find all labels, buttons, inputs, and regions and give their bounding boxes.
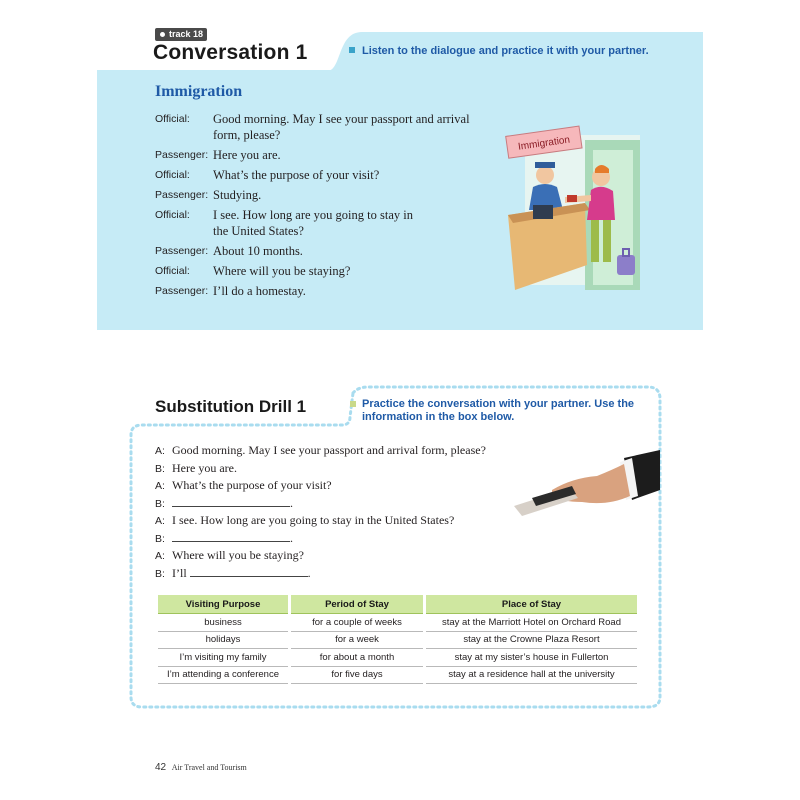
speaker: Passenger: (155, 149, 209, 161)
section-title: Immigration (155, 83, 243, 100)
immigration-illustration (505, 115, 645, 305)
dialogue-line (155, 243, 495, 259)
line-text: Where will you be staying? (172, 548, 304, 562)
table-cell: for about a month (291, 649, 423, 667)
table-cell: for a week (291, 632, 423, 650)
speaker: Passenger: (155, 189, 209, 201)
table-row (158, 667, 637, 685)
line-text: What’s the purpose of your visit? (213, 168, 380, 182)
hand-passport-image (512, 450, 662, 520)
line-text: What’s the purpose of your visit? (172, 478, 332, 492)
drill-line (155, 461, 515, 479)
table-cell: for five days (291, 667, 423, 685)
table-header-row (158, 595, 637, 614)
dialogue-line (155, 147, 495, 163)
answer-blank[interactable] (190, 566, 308, 577)
track-label: track 18 (169, 29, 204, 39)
speaker: B: (155, 532, 165, 545)
drill-line (155, 531, 515, 549)
drill-line (155, 443, 515, 461)
line-text: Good morning. May I see your passport and arrival form, please? (172, 443, 486, 457)
dialogue-line (155, 111, 495, 143)
table-cell: stay at a residence hall at the university (426, 667, 637, 685)
illustration-sign-text: Immigration (517, 134, 571, 153)
column-header: Period of Stay (291, 595, 423, 614)
drill-dialogue (155, 443, 515, 583)
speaker: A: (155, 480, 165, 492)
line-text (172, 566, 311, 581)
line-text: Here you are. (213, 148, 281, 162)
drill-line (155, 566, 515, 584)
audio-track-badge[interactable] (155, 28, 207, 41)
table-row (158, 632, 637, 650)
line-text: I see. How long are you going to stay in the United States? (172, 513, 455, 527)
conversation-instruction (349, 45, 649, 57)
column-header: Place of Stay (426, 595, 637, 614)
line-text: Good morning. May I see your passport and arrival form, please? (213, 112, 470, 142)
dialogue (155, 111, 495, 303)
table-cell: I’m visiting my family (158, 649, 288, 667)
column-header: Visiting Purpose (158, 595, 288, 614)
speaker: Official: (155, 265, 190, 277)
drill-title: Substitution Drill 1 (155, 397, 307, 416)
line-text: Where will you be staying? (213, 264, 351, 278)
table-cell: I’m attending a conference (158, 667, 288, 685)
speaker: B: (155, 567, 165, 580)
table-cell: for a couple of weeks (291, 614, 423, 632)
answer-blank[interactable] (172, 531, 290, 542)
book-title: Air Travel and Tourism (171, 763, 247, 772)
line-text (172, 496, 293, 511)
square-bullet-icon (349, 47, 355, 53)
table-row (158, 649, 637, 667)
drill-line (155, 478, 515, 496)
dialogue-line (155, 207, 495, 239)
line-text: I’ll do a homestay. (213, 284, 306, 298)
page-footer (155, 762, 247, 773)
line-text (172, 531, 293, 546)
table-cell: holidays (158, 632, 288, 650)
drill-instruction (352, 398, 642, 424)
table-cell: stay at the Crowne Plaza Resort (426, 632, 637, 650)
line-prefix: I’ll (172, 565, 187, 580)
speaker: Official: (155, 113, 190, 125)
line-text: Studying. (213, 188, 262, 202)
dialogue-line (155, 187, 495, 203)
cd-icon (158, 30, 167, 39)
page-number: 42 (155, 762, 167, 773)
table-cell: stay at my sister’s house in Fullerton (426, 649, 637, 667)
speaker: A: (155, 445, 165, 457)
blank-suffix: . (307, 565, 311, 580)
blank-suffix: . (290, 495, 293, 510)
answer-blank[interactable] (172, 496, 290, 507)
drill-line (155, 496, 515, 514)
table-cell: business (158, 614, 288, 632)
speaker: A: (155, 515, 165, 527)
drill-line (155, 548, 515, 566)
drill-instruction-text: Practice the conversation with your partner. Use the information in the box below. (362, 398, 635, 423)
speaker: A: (155, 550, 165, 562)
speaker: B: (155, 497, 165, 510)
conversation-instruction-text: Listen to the dialogue and practice it with your partner. (362, 45, 649, 57)
speaker: Official: (155, 169, 190, 181)
conversation-title: Conversation 1 (153, 41, 308, 64)
line-text: About 10 months. (213, 244, 303, 258)
line-text: Here you are. (172, 460, 237, 475)
dialogue-line (155, 167, 495, 183)
speaker: Official: (155, 209, 190, 221)
info-table (155, 595, 640, 684)
drill-line (155, 513, 515, 531)
dialogue-line (155, 263, 495, 279)
square-bullet-icon (350, 401, 356, 407)
table-cell: stay at the Marriott Hotel on Orchard Road (426, 614, 637, 632)
speaker: B: (155, 462, 165, 475)
blank-suffix: . (290, 530, 293, 545)
speaker: Passenger: (155, 285, 209, 297)
speaker: Passenger: (155, 245, 209, 257)
dialogue-line (155, 283, 495, 299)
table-row (158, 614, 637, 632)
line-text: I see. How long are you going to stay in the United States? (213, 208, 413, 238)
